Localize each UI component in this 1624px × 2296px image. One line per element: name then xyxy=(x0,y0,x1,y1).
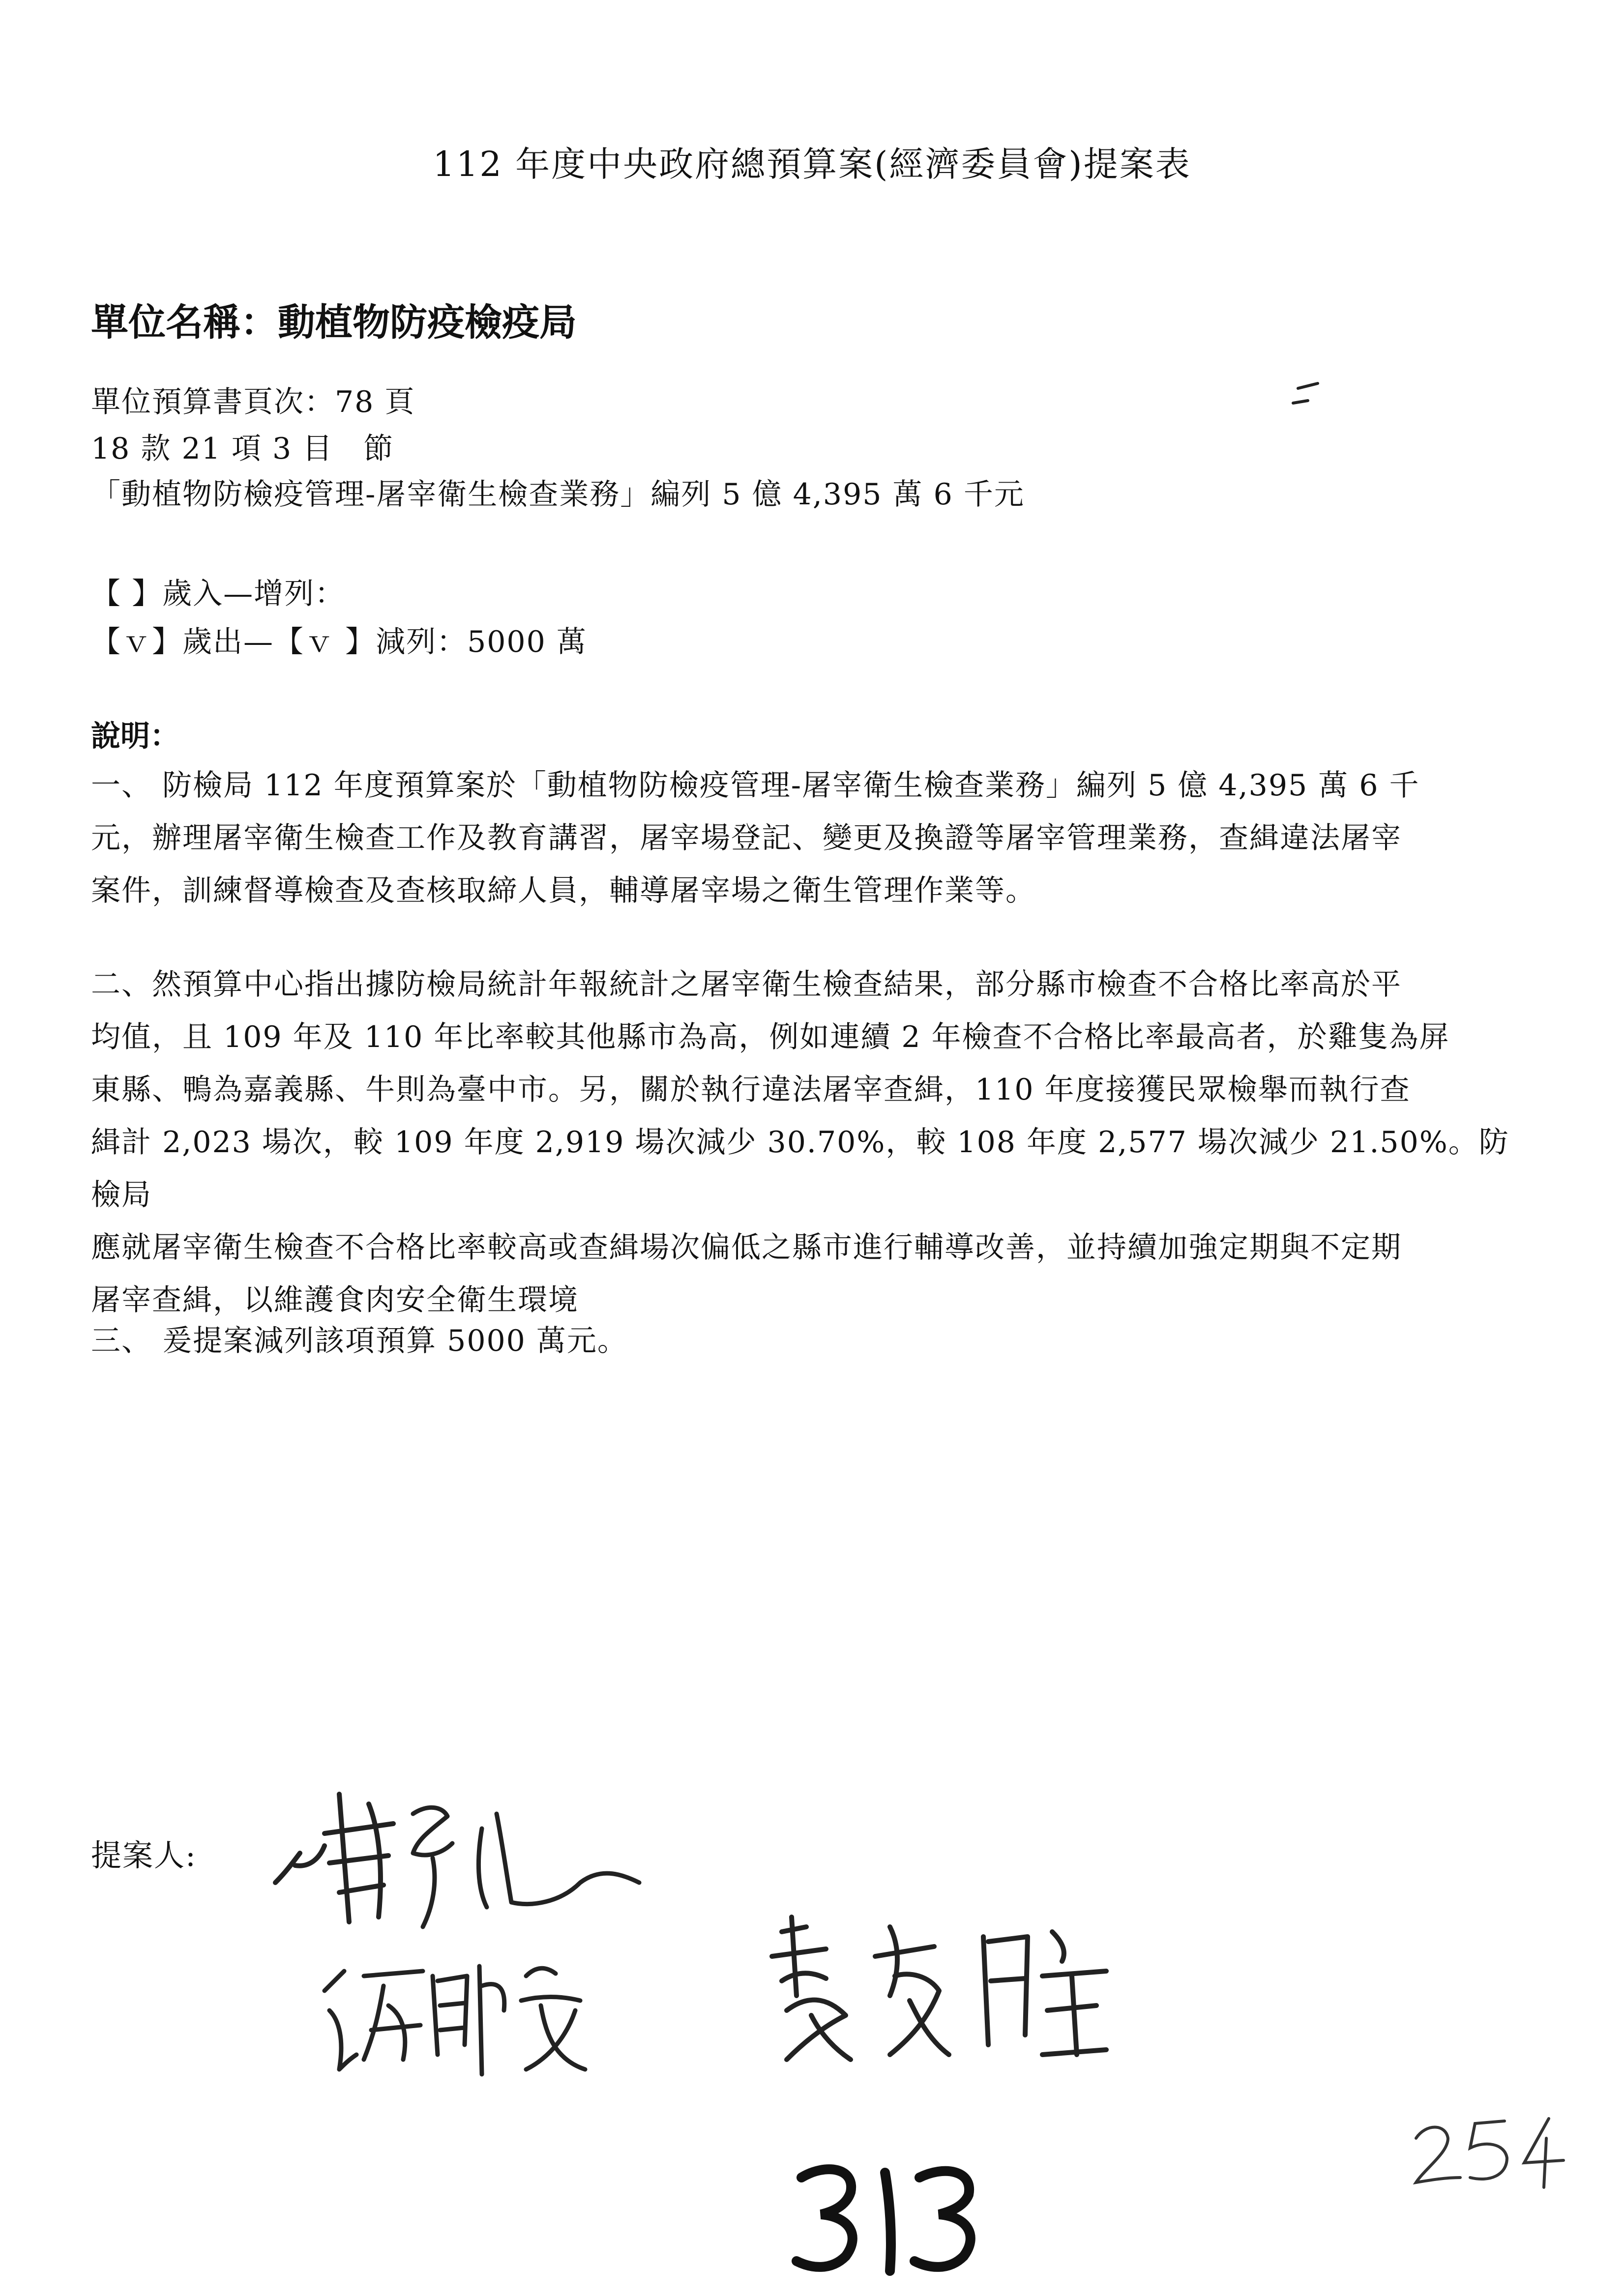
side-number-strokes xyxy=(1406,2109,1573,2192)
paragraph-three: 三、 爰提案減列該項預算 5000 萬元。 xyxy=(91,1324,628,1358)
paragraph-one-line: 案件，訓練督導檢查及查核取締人員，輔導屠宰場之衛生管理作業等。 xyxy=(91,873,1036,908)
paragraph-two-line: 屠宰查緝，以維護食肉安全衛生環境 xyxy=(91,1283,579,1317)
signature-one xyxy=(266,1760,654,1937)
page-number-strokes xyxy=(787,2153,993,2281)
proposer-label: 提案人: xyxy=(91,1837,197,1873)
paragraph-two-line: 均值，且 109 年及 110 年比率較其他縣市為高，例如連續 2 年檢查不合格比率最高者，於雞隻為屏 xyxy=(91,1020,1450,1054)
explanation-heading: 說明： xyxy=(91,719,179,754)
appropriation-line: 「動植物防檢疫管理-屠宰衛生檢查業務」編列 5 億 4,395 萬 6 千元 xyxy=(91,477,1025,512)
paragraph-two-line: 緝計 2,023 場次，較 109 年度 2,919 場次減少 30.70%，較 108 年度 2,577 場次減少 21.50%。防檢局 xyxy=(91,1125,1509,1212)
paragraph-two xyxy=(91,959,1532,1327)
paragraph-two-line: 應就屠宰衛生檢查不合格比率較高或查緝場次偏低之縣市進行輔導改善，並持續加強定期與不定期 xyxy=(91,1230,1402,1265)
item-code: 18 款 21 項 3 目 節 xyxy=(91,432,394,466)
revenue-line: 【 】歲入—增列： xyxy=(91,577,346,611)
signature-three xyxy=(752,1897,1116,2074)
paragraph-one-line: 元，辦理屠宰衛生檢查工作及教育講習，屠宰場登記、變更及換證等屠宰管理業務，查緝違法屠宰 xyxy=(91,821,1402,855)
handwritten-side-number xyxy=(1406,2109,1573,2192)
paragraph-two-line: 二、然預算中心指出據防檢局統計年報統計之屠宰衛生檢查結果，部分縣市檢查不合格比率高於平 xyxy=(91,967,1402,1002)
paragraph-one xyxy=(91,759,1532,917)
unit-name: 單位名稱：動植物防疫檢疫局 xyxy=(91,300,577,344)
expenditure-line: 【ｖ】歲出—【ｖ 】減列：5000 萬 xyxy=(91,625,587,659)
signature-two xyxy=(310,1947,615,2089)
scan-mark xyxy=(1288,378,1328,413)
paragraph-two-line: 東縣、鴨為嘉義縣、牛則為臺中市。另，關於執行違法屠宰查緝，110 年度接獲民眾檢舉而執行查 xyxy=(91,1073,1411,1107)
document-title: 112 年度中央政府總預算案(經濟委員會)提案表 xyxy=(433,144,1191,184)
budget-page: 單位預算書頁次：78 頁 xyxy=(91,385,415,419)
handwritten-page-number xyxy=(787,2153,993,2281)
paragraph-one-line: 一、 防檢局 112 年度預算案於「動植物防檢疫管理-屠宰衛生檢查業務」編列 5 億 4,395 萬 6 千 xyxy=(91,768,1420,803)
